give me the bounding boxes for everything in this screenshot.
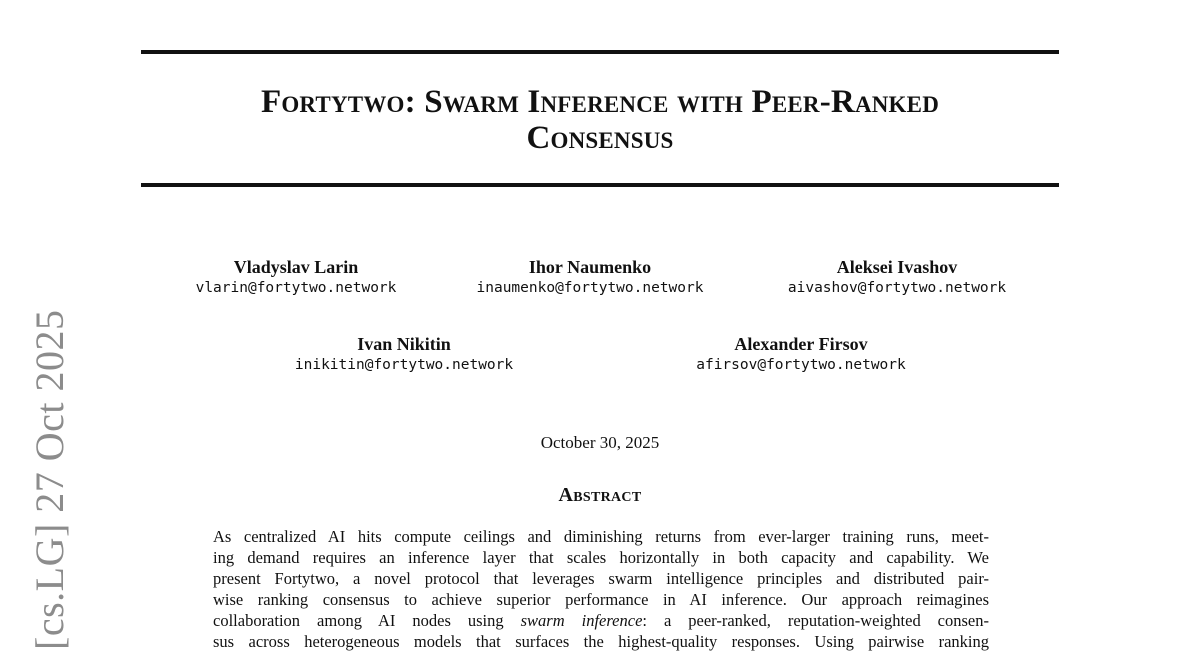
author-email[interactable]: inaumenko@fortytwo.network [476, 280, 704, 296]
paper-title-line-1: Fortytwo: Swarm Inference with Peer-Ranked [260, 84, 940, 120]
abstract-line: As centralized AI hits compute ceilings and diminishing returns from ever-larger training runs, meet- [213, 527, 989, 546]
author-block [146, 257, 446, 299]
abstract-line [213, 610, 989, 631]
abstract-line: sus across heterogeneous models that surfaces the highest-quality responses. Using pairwise ranking [213, 632, 989, 651]
author-email[interactable]: aivashov@fortytwo.network [787, 280, 1007, 296]
arxiv-identifier-stamp: [cs.LG] 27 Oct 2025 [27, 309, 72, 650]
author-block [440, 257, 740, 299]
title-rule-top [141, 50, 1059, 54]
abstract-text: collaboration among AI nodes using [213, 611, 521, 630]
author-email[interactable]: inikitin@fortytwo.network [294, 357, 514, 373]
author-email[interactable]: afirsov@fortytwo.network [696, 357, 906, 373]
abstract-body [213, 526, 989, 652]
paper-title [141, 84, 1059, 156]
abstract-text: : a peer-ranked, reputation-weighted consen- [642, 611, 989, 630]
abstract-emphasis: swarm inference [520, 611, 643, 630]
paper-title-line-2: Consensus [526, 120, 674, 156]
abstract-line: ing demand requires an inference layer that scales horizontally in both capacity and capability. We [213, 548, 989, 567]
abstract-line: wise ranking consensus to achieve superior performance in AI inference. Our approach reimagines [213, 590, 989, 609]
abstract-heading: Abstract [558, 484, 642, 506]
author-name: Alexander Firsov [734, 334, 868, 354]
author-name: Ivan Nikitin [357, 334, 451, 354]
author-email[interactable]: vlarin@fortytwo.network [195, 280, 397, 296]
title-rule-bottom [141, 183, 1059, 187]
author-block [651, 334, 951, 376]
author-name: Vladyslav Larin [233, 257, 359, 277]
author-block [254, 334, 554, 376]
paper-date: October 30, 2025 [540, 433, 660, 452]
author-block [747, 257, 1047, 299]
author-name: Ihor Naumenko [528, 257, 652, 277]
author-name: Aleksei Ivashov [836, 257, 958, 277]
abstract-line: present Fortytwo, a novel protocol that leverages swarm intelligence principles and distributed pair- [213, 569, 989, 588]
